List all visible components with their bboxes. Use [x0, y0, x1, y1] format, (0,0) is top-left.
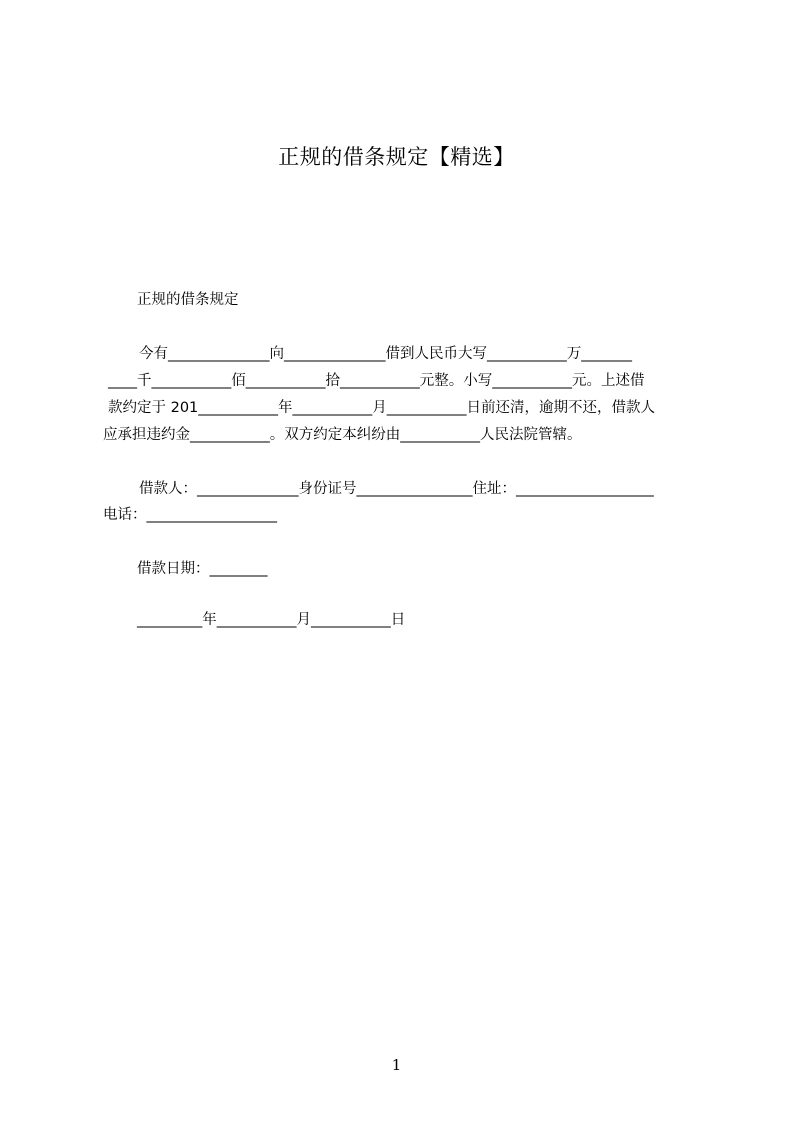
page-number: 1	[391, 1056, 402, 1074]
loan-date-line: 借款日期：________	[137, 561, 268, 577]
paragraph1-line4: 应承担违约金___________。双方约定本纠纷由___________人民法院管辖。	[103, 427, 582, 443]
document-subtitle: 正规的借条规定	[137, 292, 239, 308]
paragraph1-line2: ____千___________佰___________拾___________元整。小写___________元。上述借	[108, 373, 645, 389]
document-title: 正规的借条规定【精选】	[278, 145, 515, 169]
paragraph2-line2: 电话：__________________	[103, 507, 277, 523]
paragraph1-line3: 款约定于 201___________年___________月___________日前还清，逾期不还，借款人	[108, 400, 656, 416]
signature-date-line: _________年___________月___________日	[137, 612, 406, 628]
paragraph2-line1: 借款人：______________身份证号________________住址：___________________	[139, 481, 654, 497]
paragraph1-line1: 今有______________向______________借到人民币大写___________万_______	[139, 346, 632, 362]
